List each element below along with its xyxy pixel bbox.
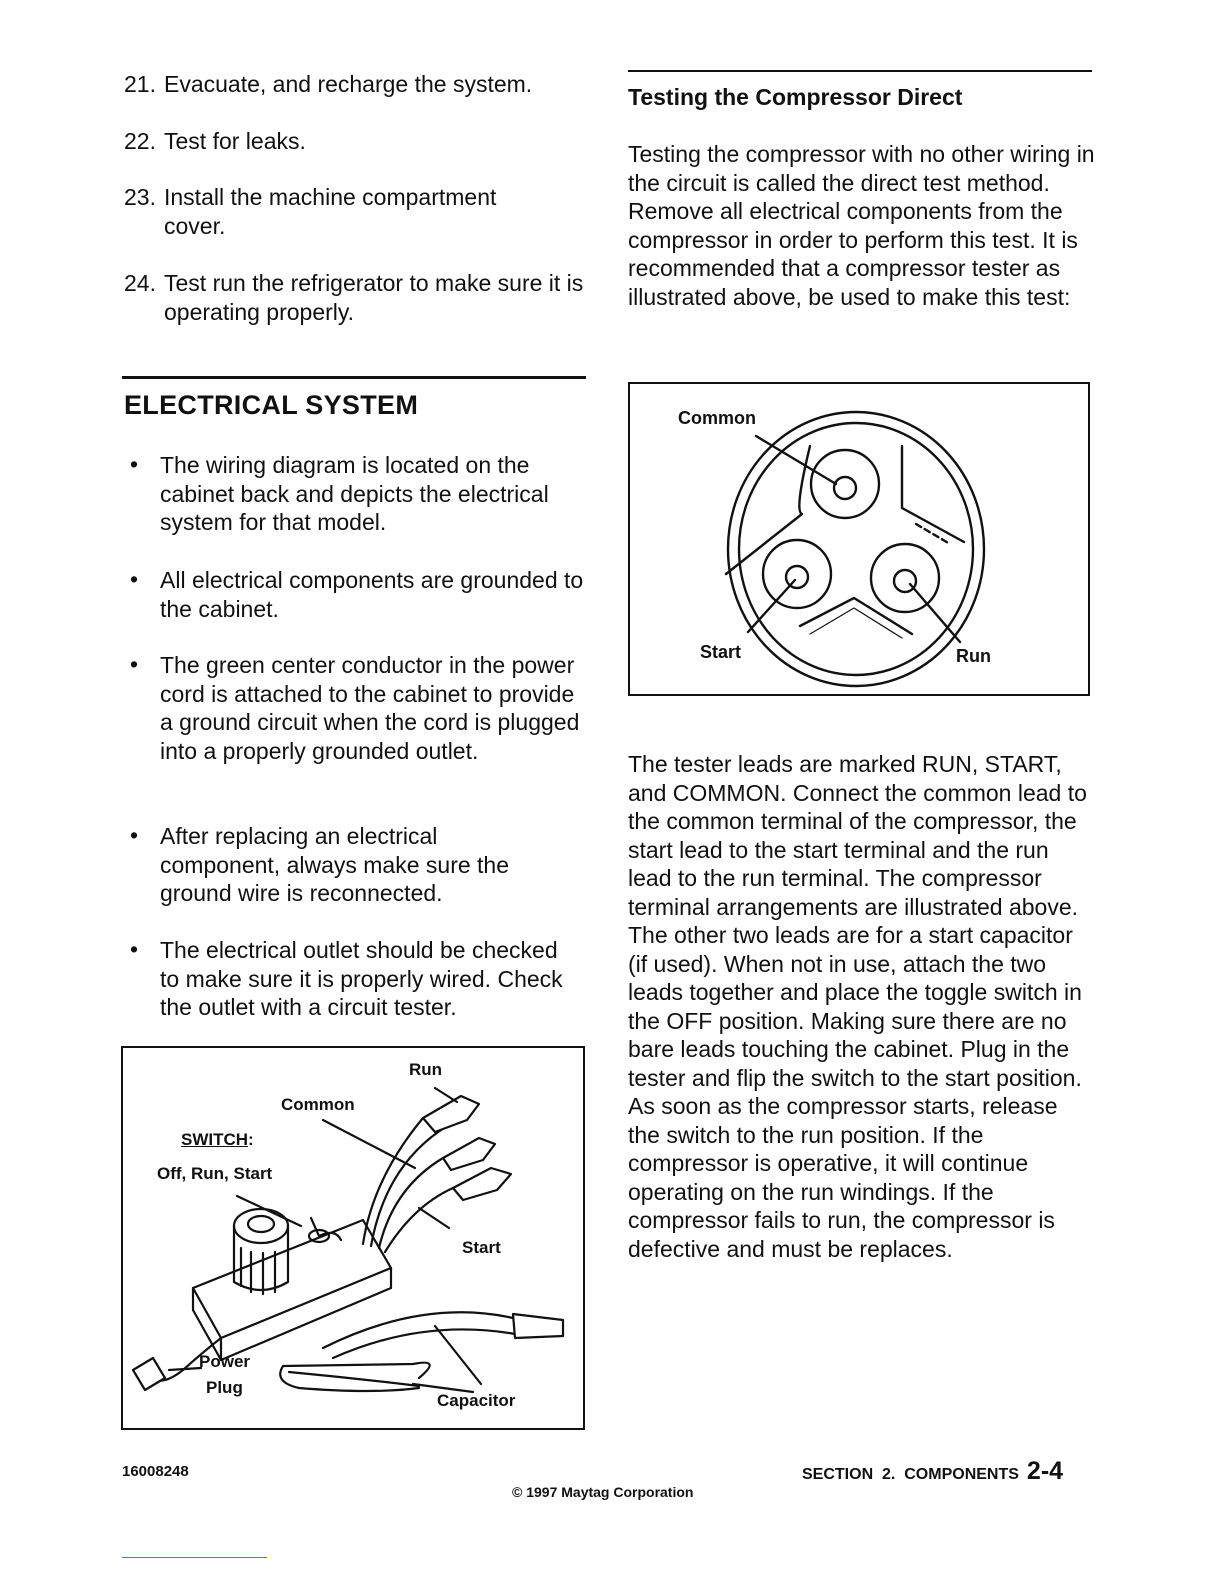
testing-procedure-paragraph: The tester leads are marked RUN, START, and COMMON. Connect the common lead to the common terminal of the compressor, the start lead to the start terminal and the run lead to the run terminal. The compressor terminal arrangements are illustrated above. The other two leads are for a start capacitor (if used). When not in use, attach the two leads together and place the toggle switch in the OFF position. Making sure there are no bare leads touching the cabinet. Plug in the tester and flip the switch to the start position. As soon as the compressor starts, release the switch to the run position. If the compressor is operative, it will continue operating on the run windings. If the compressor fails to run, the compressor is defective and must be replaces. — [628, 751, 1087, 1262]
power-label: Power — [199, 1352, 251, 1371]
capacitor-label: Capacitor — [437, 1391, 516, 1410]
switch-label — [181, 1130, 254, 1150]
part-number: 16008248 — [122, 1463, 189, 1480]
step-text: Test run the refrigerator to make sure it is operating properly. — [164, 270, 584, 325]
step-number: 23. — [124, 184, 156, 210]
bullet-item — [130, 936, 570, 1022]
tester-start-label: Start — [462, 1238, 501, 1257]
bullet-dot: • — [130, 822, 139, 848]
step-22 — [124, 127, 594, 156]
section-divider-left — [122, 376, 586, 379]
switch-title: SWITCH — [181, 1130, 249, 1149]
section-footer — [802, 1457, 1063, 1486]
bullet-text: All electrical components are grounded to the cabinet. — [160, 567, 584, 622]
switch-options-label: Off, Run, Start — [157, 1164, 273, 1183]
step-number: 24. — [124, 270, 156, 296]
terminal-start-label: Start — [700, 642, 742, 662]
bullet-item — [130, 451, 590, 537]
terminal-run-label: Run — [956, 646, 991, 666]
bullet-item — [130, 822, 550, 908]
step-text: Install the machine compartment cover. — [164, 184, 497, 239]
terminal-common-label: Common — [678, 408, 756, 428]
page-number: 2-4 — [1026, 1457, 1064, 1485]
bullet-text: The electrical outlet should be checked to make sure it is properly wired. Check the outlet with a circuit tester. — [160, 937, 563, 1020]
bullet-text: The wiring diagram is located on the cabinet back and depicts the electrical system for that model. — [160, 452, 549, 535]
step-text: Test for leaks. — [164, 128, 306, 154]
bullet-item — [130, 651, 580, 765]
bullet-dot: • — [130, 936, 139, 962]
bullet-item — [130, 566, 590, 623]
step-24 — [124, 269, 594, 327]
step-21 — [124, 70, 594, 99]
step-number: 21. — [124, 71, 156, 97]
step-23 — [124, 183, 564, 241]
plug-label: Plug — [206, 1378, 243, 1397]
testing-intro-paragraph: Testing the compressor with no other wiring in the circuit is called the direct test method. Remove all electrical components from the compressor in order to perform this test. It is recommended that a compressor tester as illustrated above, be used to make this test: — [628, 141, 1095, 310]
bullet-text: The green center conductor in the power cord is attached to the cabinet to provide a ground circuit when the cord is plugged into a properly grounded outlet. — [160, 652, 580, 764]
section-divider-right — [628, 70, 1092, 72]
tester-run-label: Run — [409, 1060, 443, 1079]
step-text: Evacuate, and recharge the system. — [164, 71, 533, 97]
compressor-tester-figure — [121, 1046, 585, 1430]
section-label: SECTION 2. COMPONENTS — [802, 1466, 1019, 1483]
bullet-text: After replacing an electrical component, always make sure the ground wire is reconnected. — [160, 823, 510, 906]
step-number: 22. — [124, 128, 156, 154]
switch-colon: : — [248, 1130, 254, 1149]
tester-common-label: Common — [281, 1095, 355, 1114]
compressor-terminal-diagram — [630, 384, 1088, 694]
bullet-dot: • — [130, 651, 139, 677]
compressor-terminal-figure — [628, 382, 1090, 696]
testing-compressor-heading: Testing the Compressor Direct — [628, 84, 963, 110]
bullet-dot: • — [130, 566, 139, 592]
bullet-dot: • — [130, 451, 139, 477]
copyright: © 1997 Maytag Corporation — [512, 1484, 694, 1500]
electrical-system-heading: ELECTRICAL SYSTEM — [124, 390, 419, 420]
bottom-rule — [122, 1557, 267, 1558]
